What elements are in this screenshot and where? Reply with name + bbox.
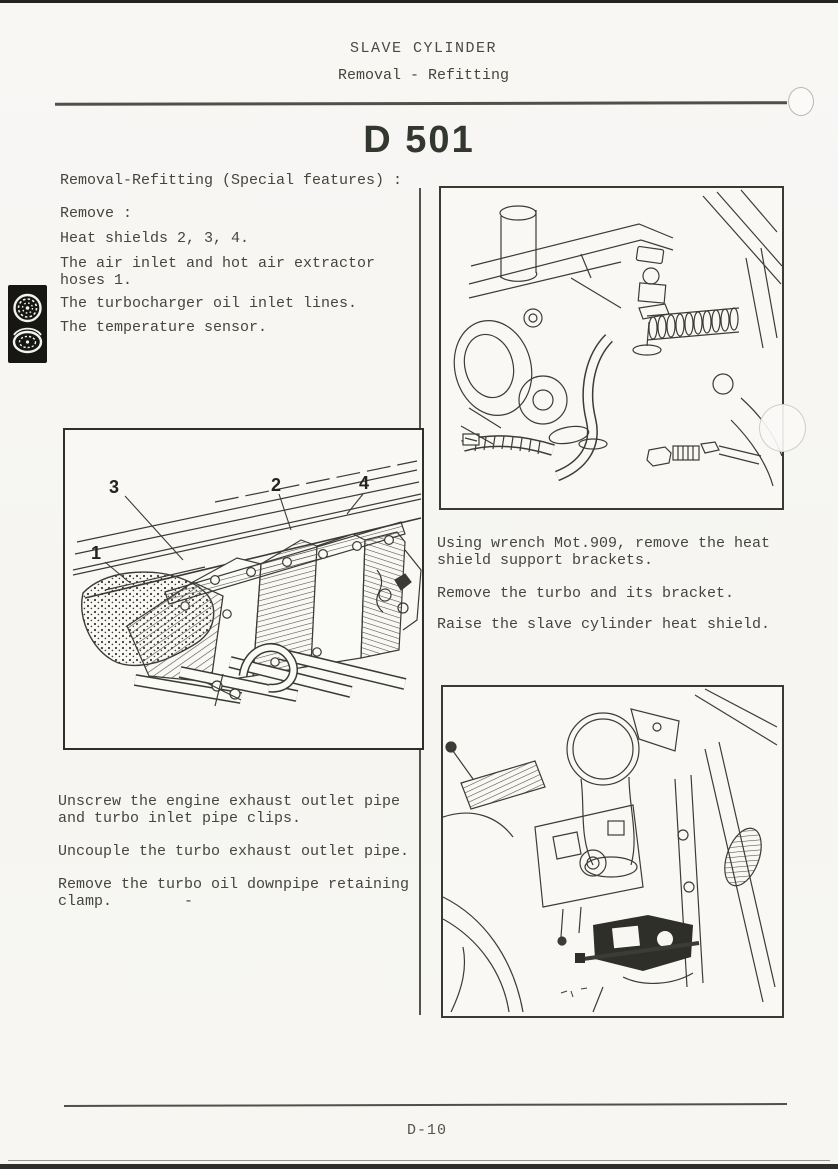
list-item-air-inlet-cont: hoses 1. — [60, 272, 133, 289]
para-unscrew-cont: and turbo inlet pipe clips. — [58, 810, 302, 827]
scan-edge-bottom — [0, 1164, 838, 1169]
para-uncouple: Uncouple the turbo exhaust outlet pipe. — [58, 843, 410, 860]
header-rule — [55, 101, 787, 106]
list-item-air-inlet: The air inlet and hot air extractor — [60, 255, 376, 272]
para-unscrew: Unscrew the engine exhaust outlet pipe — [58, 793, 401, 810]
list-item-turbo-oil: The turbocharger oil inlet lines. — [60, 295, 358, 312]
callout-label-2: 2 — [271, 475, 282, 495]
para-raise-shield: Raise the slave cylinder heat shield. — [437, 616, 771, 633]
page-subtitle: Removal - Refitting — [338, 67, 510, 84]
page-number: D-10 — [407, 1122, 448, 1139]
para-clamp-cont: clamp. - — [58, 893, 194, 910]
footer-rule — [64, 1103, 787, 1107]
callout-label-1: 1 — [91, 543, 102, 563]
figure-heat-shield-diagram — [63, 428, 424, 750]
section-tab — [8, 285, 47, 363]
para-wrench-cont: shield support brackets. — [437, 552, 654, 569]
remove-heading: Remove : — [60, 205, 133, 222]
list-item-heat-shields: Heat shields 2, 3, 4. — [60, 230, 250, 247]
callout-label-3: 3 — [109, 477, 120, 497]
special-features-heading: Removal-Refitting (Special features) : — [60, 172, 403, 189]
para-clamp: Remove the turbo oil downpipe retaining — [58, 876, 410, 893]
page-title: SLAVE CYLINDER — [350, 40, 498, 57]
para-wrench: Using wrench Mot.909, remove the heat — [437, 535, 771, 552]
section-code: D 501 — [363, 119, 475, 161]
hole-punch — [759, 404, 806, 452]
list-item-temp-sensor: The temperature sensor. — [60, 319, 268, 336]
para-remove-turbo: Remove the turbo and its bracket. — [437, 585, 735, 602]
figure-engine-lower — [441, 685, 784, 1018]
figure-engine-upper — [439, 186, 784, 510]
callout-label-4: 4 — [359, 473, 370, 493]
hole-punch — [788, 87, 814, 116]
scan-edge-top — [0, 0, 838, 3]
clutch-disc-icon — [15, 295, 41, 321]
section-tab-icons — [8, 285, 47, 363]
engine-lower-sketch — [443, 687, 782, 1016]
engine-upper-sketch — [441, 188, 782, 508]
scan-line-bottom — [8, 1160, 830, 1161]
pressure-plate-icon — [14, 329, 41, 352]
